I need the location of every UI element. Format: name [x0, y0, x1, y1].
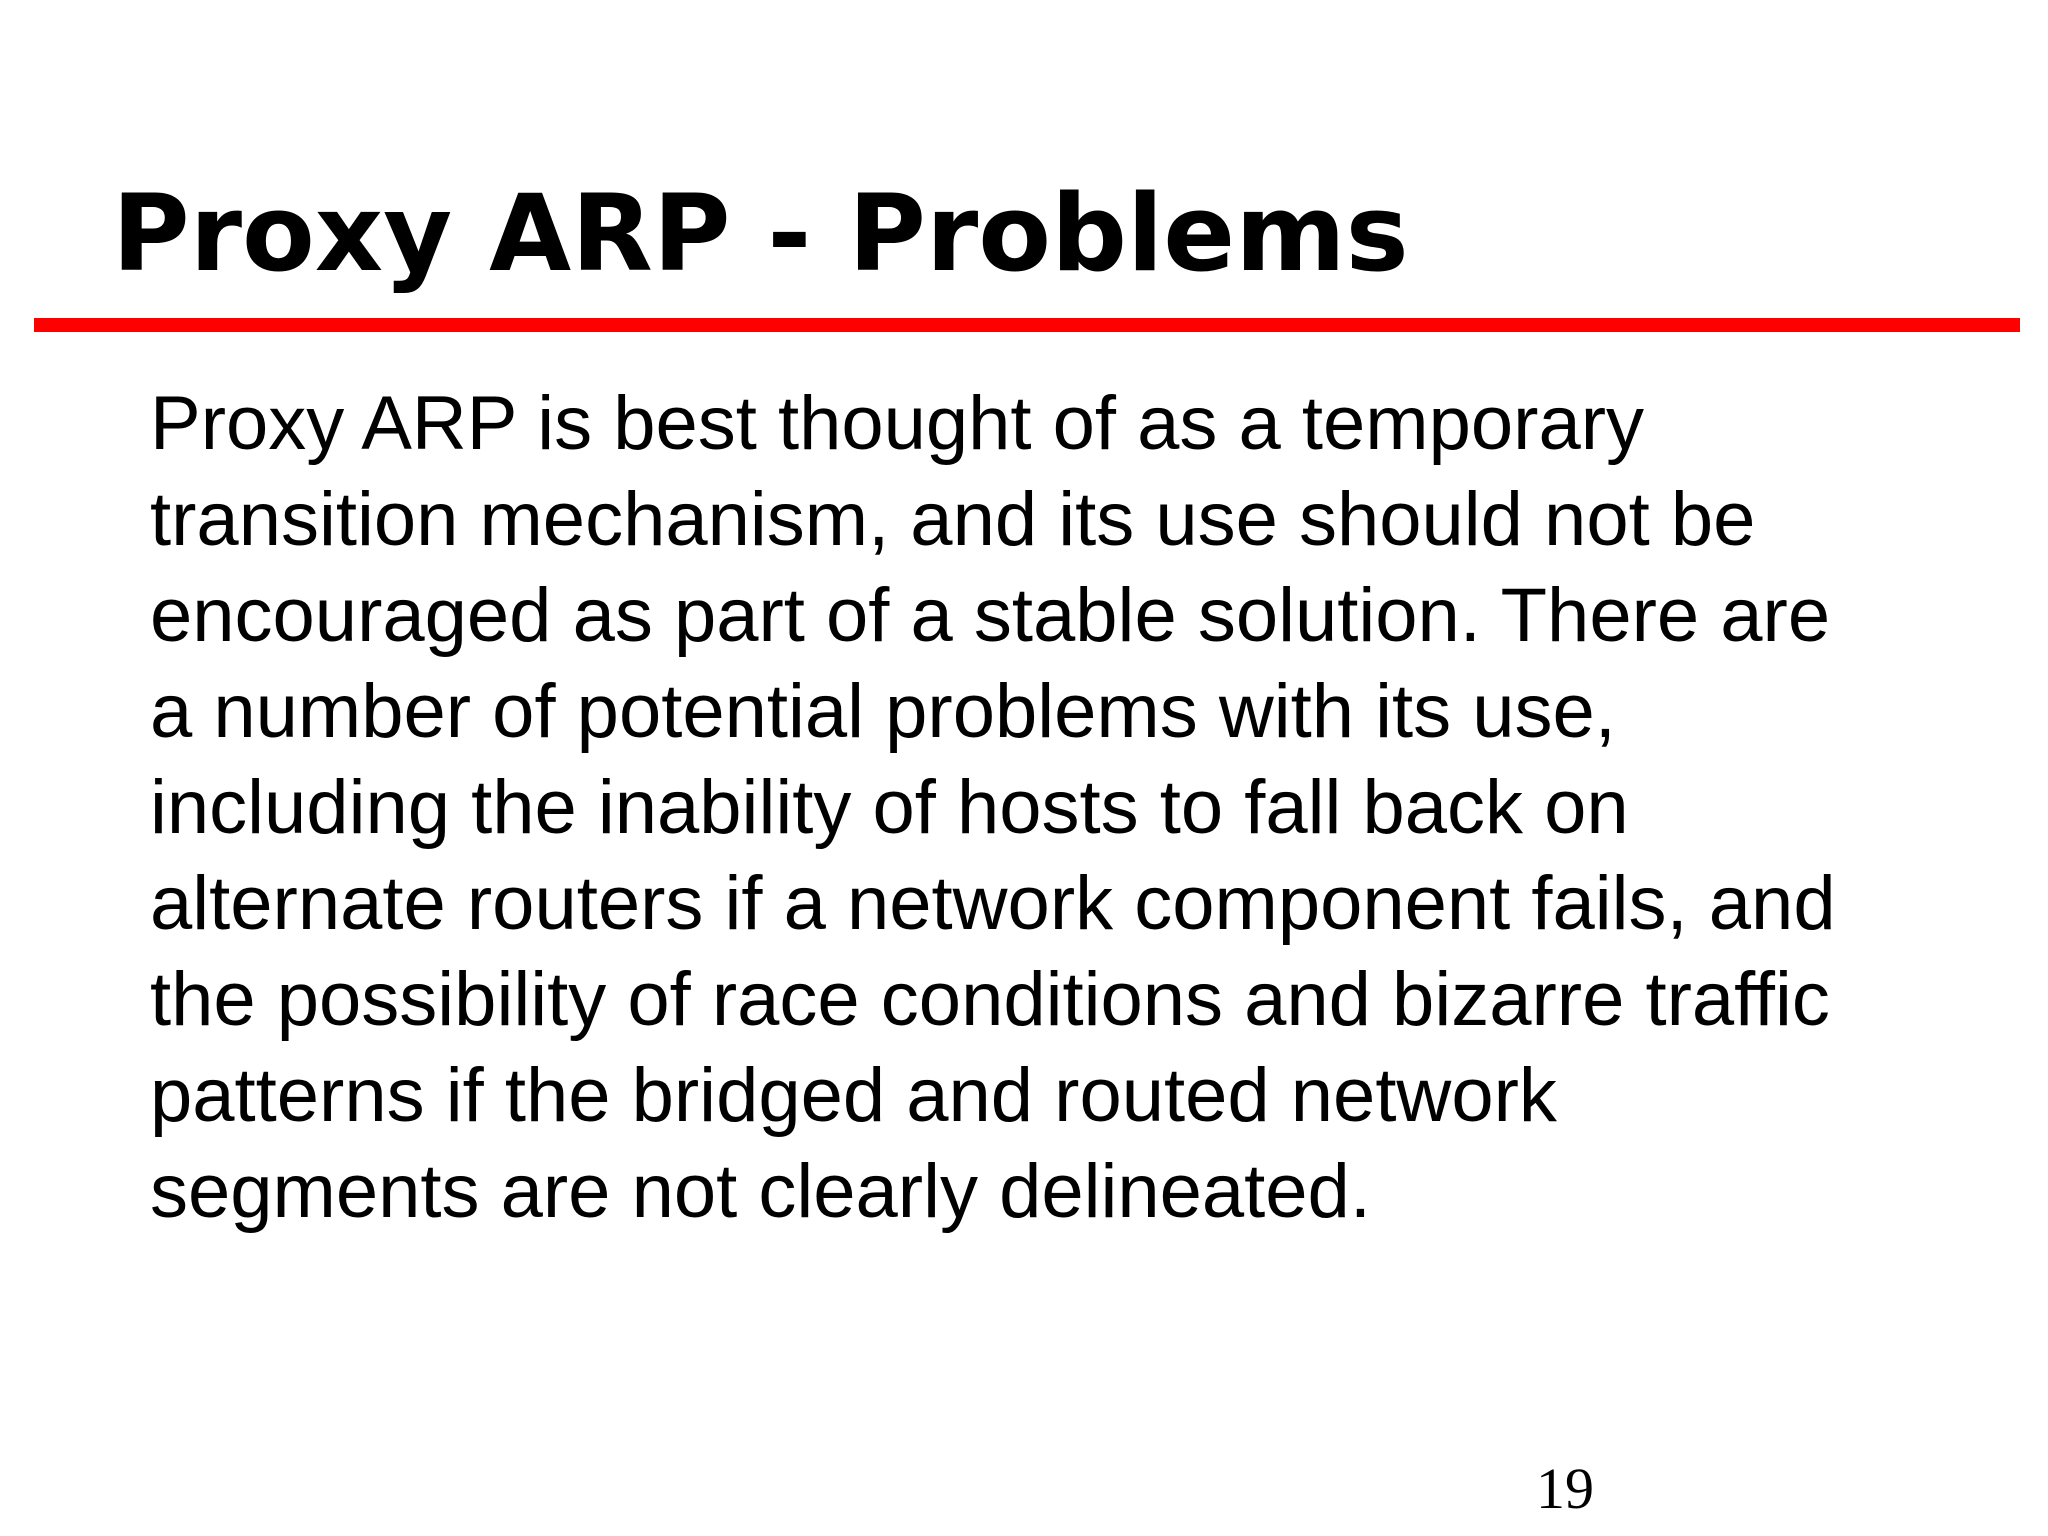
body-line: patterns if the bridged and routed network	[150, 1053, 1557, 1138]
title-underline	[34, 318, 2020, 332]
body-line: a number of potential problems with its use,	[150, 669, 1616, 754]
slide-body-text	[150, 376, 1970, 1240]
body-line: Proxy ARP is best thought of as a temporary	[150, 381, 1645, 466]
body-line: encouraged as part of a stable solution. There are	[150, 573, 1831, 658]
body-line: the possibility of race conditions and bizarre traffic	[150, 957, 1830, 1042]
body-line: segments are not clearly delineated.	[150, 1149, 1371, 1234]
slide-title: Proxy ARP - Problems	[112, 172, 1409, 295]
body-line: alternate routers if a network component fails, and	[150, 861, 1836, 946]
page-number: 19	[1536, 1456, 1594, 1521]
body-line: including the inability of hosts to fall back on	[150, 765, 1629, 850]
body-line: transition mechanism, and its use should not be	[150, 477, 1756, 562]
